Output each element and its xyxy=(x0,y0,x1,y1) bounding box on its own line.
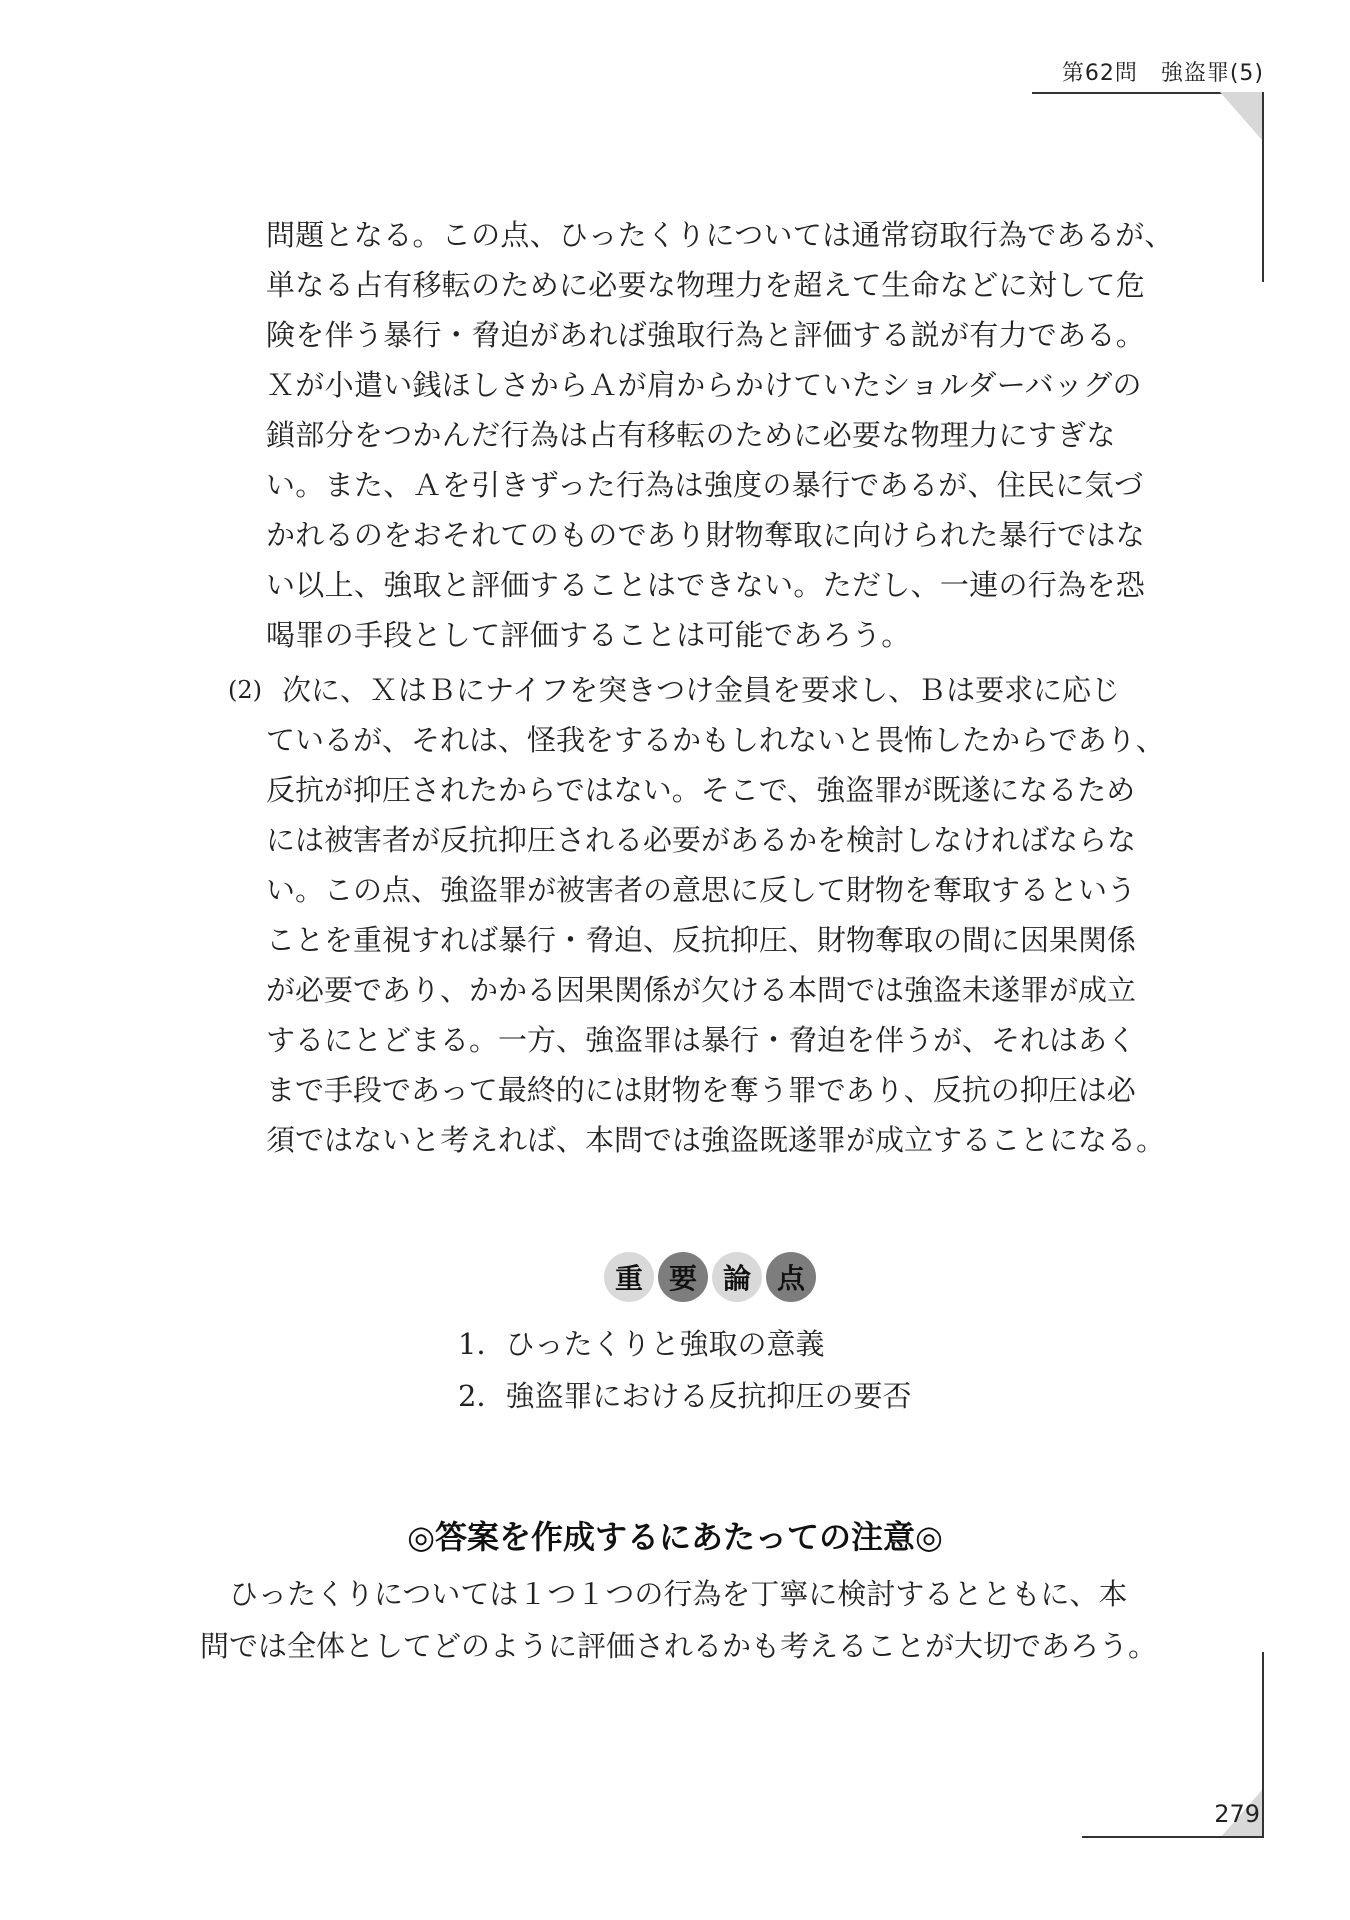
body-line: には被害者が反抗抑圧される必要があるかを検討しなければならな xyxy=(266,823,1137,857)
key-badge: 論 xyxy=(712,1252,762,1302)
body-line: 須ではないと考えれば、本問では強盗既遂罪が成立することになる。 xyxy=(266,1123,1166,1157)
body-line: い以上、強取と評価することはできない。ただし、一連の行為を恐 xyxy=(266,568,1146,602)
body-line: 険を伴う暴行・脅迫があれば強取行為と評価する説が有力である。 xyxy=(266,318,1146,352)
key-badge: 要 xyxy=(658,1252,708,1302)
corner-tab-top xyxy=(1220,92,1262,140)
chapter-title: 第62問 強盗罪(5) xyxy=(1061,61,1264,86)
item-number: (2) xyxy=(228,676,262,704)
body-line: い。また、Ａを引きずった行為は強度の暴行であるが、住民に気づ xyxy=(266,468,1144,502)
body-line: 鎖部分をつかんだ行為は占有移転のために必要な物理力にすぎな xyxy=(266,418,1116,452)
note-body xyxy=(200,1568,1230,1672)
body-line: ているが、それは、怪我をするかもしれないと畏怖したからであり、 xyxy=(266,723,1165,757)
margin-tab-line-bottom xyxy=(1262,1652,1264,1837)
body-line: 反抗が抑圧されたからではない。そこで、強盗罪が既遂になるため xyxy=(266,773,1136,807)
key-point-item: 2．強盗罪における反抗抑圧の要否 xyxy=(458,1379,912,1413)
body-line: 単なる占有移転のために必要な物理力を超えて生命などに対して危 xyxy=(266,268,1146,302)
body-line: ことを重視すれば暴行・脅迫、反抗抑圧、財物奪取の間に因果関係 xyxy=(266,923,1137,957)
note-line: ひったくりについては１つ１つの行為を丁寧に検討するとともに、本 xyxy=(200,1577,1128,1611)
key-points-list xyxy=(458,1318,911,1422)
footer-rule xyxy=(1082,1836,1264,1838)
key-point-item: 1．ひったくりと強取の意義 xyxy=(458,1327,825,1361)
key-badge: 点 xyxy=(766,1252,816,1302)
body-line: 問題となる。この点、ひったくりについては通常窃取行為であるが、 xyxy=(266,218,1174,252)
body-line: 喝罪の手段として評価することは可能であろう。 xyxy=(266,618,911,652)
body-line: するにとどまる。一方、強盗罪は暴行・脅迫を伴うが、それはあく xyxy=(266,1023,1137,1057)
item-2-first-row xyxy=(228,665,1228,715)
margin-tab-line-top xyxy=(1262,92,1264,282)
page-number: 279 xyxy=(1214,1800,1260,1828)
body-line: まで手段であって最終的には財物を奪う罪であり、反抗の抑圧は必 xyxy=(266,1073,1136,1107)
body-line: い。この点、強盗罪が被害者の意思に反して財物を奪取するという xyxy=(266,873,1137,907)
body-line: が必要であり、かかる因果関係が欠ける本問では強盗未遂罪が成立 xyxy=(266,973,1137,1007)
paragraph-item-2 xyxy=(228,665,1228,1165)
note-heading: ◎答案を作成するにあたっての注意◎ xyxy=(407,1518,943,1556)
body-line: Ｘが小遣い銭ほしさからＡが肩からかけていたショルダーバッグの xyxy=(266,368,1142,402)
body-text xyxy=(266,210,1226,660)
note-line: 問では全体としてどのように評価されるかも考えることが大切であろう。 xyxy=(200,1629,1158,1663)
body-line: かれるのをおそれてのものであり財物奪取に向けられた暴行ではな xyxy=(266,518,1146,552)
key-points-heading xyxy=(604,1252,816,1302)
body-line: 次に、ＸはＢにナイフを突きつけ金員を要求し、Ｂは要求に応じ xyxy=(282,673,1121,707)
key-badge: 重 xyxy=(604,1252,654,1302)
